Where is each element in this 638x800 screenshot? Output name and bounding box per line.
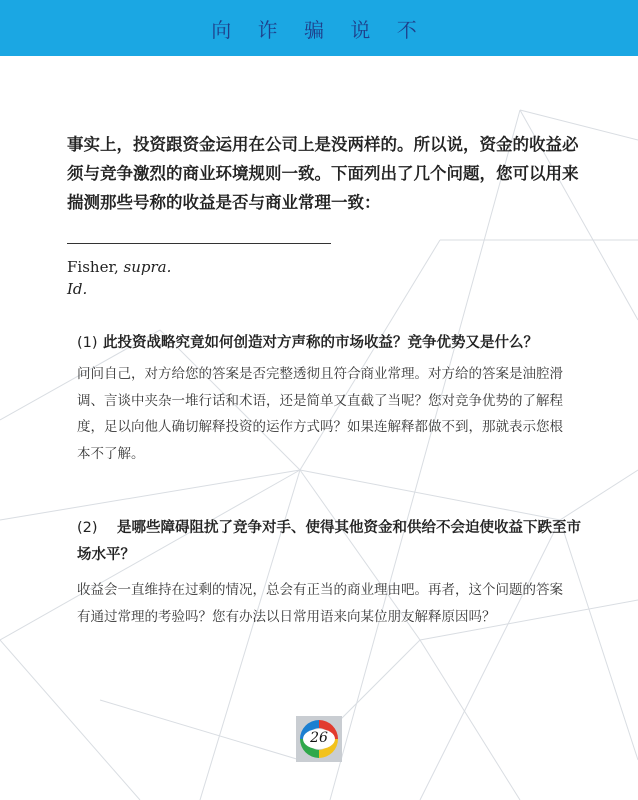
question-2-body: 收益会一直维持在过剩的情况，总会有正当的商业理由吧。再者，这个问题的答案有通过常理的考验吗？您有办法以日常用语来向某位朋友解释原因吗？ bbox=[77, 582, 563, 625]
footnote-1 bbox=[67, 256, 171, 278]
question-1-number: (1) bbox=[77, 335, 98, 351]
question-2-title: 是哪些障碍阻扰了竞争对手、使得其他资金和供给不会迫使收益下跌至市场水平？ bbox=[77, 520, 581, 563]
footnote-2-ref: Id. bbox=[67, 280, 88, 298]
intro-paragraph: 事实上，投资跟资金运用在公司上是没两样的。所以说，资金的收益必须与竞争激烈的商业环境规则一致。下面列出了几个问题，您可以用来揣测那些号称的收益是否与商业常理一致： bbox=[67, 135, 579, 212]
footnote-2 bbox=[67, 278, 171, 300]
question-2-heading bbox=[77, 515, 582, 569]
page-number: 26 bbox=[310, 730, 328, 746]
question-2-number: (2) bbox=[77, 520, 98, 536]
header-bar bbox=[0, 0, 638, 56]
question-1-title: 此投资战略究竟如何创造对方声称的市场收益？竞争优势又是什么？ bbox=[103, 335, 538, 351]
footnote-1-author: Fisher, bbox=[67, 258, 119, 276]
header-title: 向 诈 骗 说 不 bbox=[211, 17, 427, 42]
question-1-heading bbox=[77, 330, 582, 357]
footnote-1-ref: supra. bbox=[123, 258, 172, 276]
page-number-badge bbox=[296, 716, 342, 762]
footnote-divider bbox=[67, 243, 331, 244]
question-1-body: 问问自己，对方给您的答案是否完整透彻且符合商业常理。对方给的答案是油腔滑调、言谈中夹杂一堆行话和术语，还是简单又直截了当呢？您对竞争优势的了解程度，足以向他人确切解释投资的运作方式吗？如果连解释都做不到，那就表示您根本不了解。 bbox=[77, 366, 563, 462]
footnotes bbox=[67, 256, 171, 300]
